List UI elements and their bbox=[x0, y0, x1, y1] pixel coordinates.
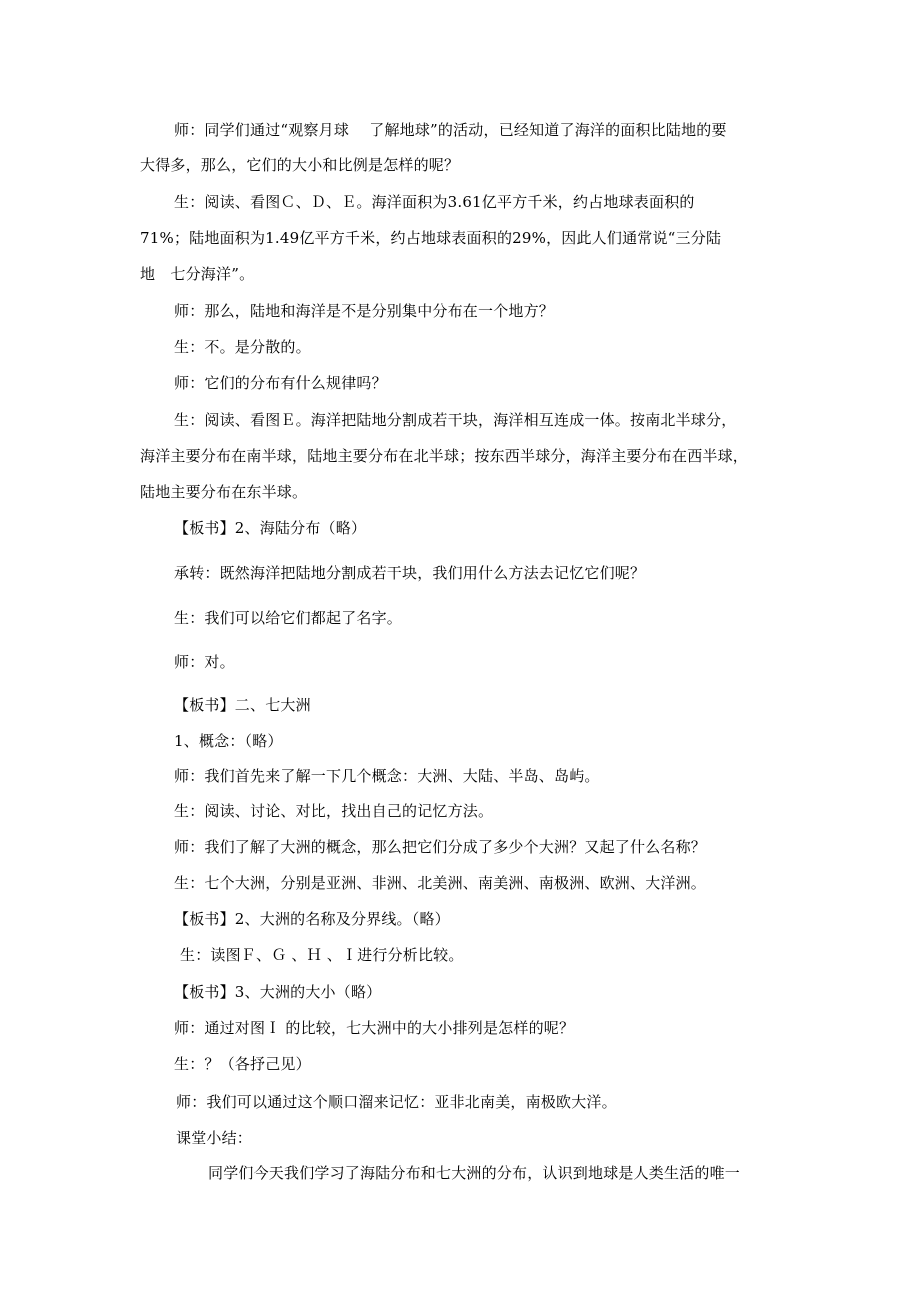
text-line: 生：？（各抒己见） bbox=[174, 1055, 311, 1073]
text-line: 【板书】2、大洲的名称及分界线。（略） bbox=[174, 910, 450, 928]
text-line: 课堂小结： bbox=[176, 1129, 253, 1147]
text-line: 生：不。是分散的。 bbox=[174, 338, 311, 356]
text-line: 生：我们可以给它们都起了名字。 bbox=[174, 609, 403, 627]
text-line: 地 七分海洋”。 bbox=[140, 265, 255, 283]
text-line: 生：读图Ｆ、Ｇ 、Ｈ 、Ｉ进行分析比较。 bbox=[180, 946, 464, 964]
text-line: 师：那么，陆地和海洋是不是分别集中分布在一个地方？ bbox=[174, 302, 555, 320]
text-line: 师：我们了解了大洲的概念，那么把它们分成了多少个大洲？又起了什么名称？ bbox=[174, 838, 707, 856]
text-line: 【板书】2、海陆分布（略） bbox=[174, 519, 367, 537]
text-line: 生：阅读、看图Ｅ。海洋把陆地分割成若干块，海洋相互连成一体。按南北半球分， bbox=[174, 411, 737, 429]
text-line: 生：阅读、讨论、对比，找出自己的记忆方法。 bbox=[174, 802, 494, 820]
text-line: 海洋主要分布在南半球，陆地主要分布在北半球；按东西半球分，海洋主要分布在西半球， bbox=[140, 447, 749, 465]
text-line: 大得多，那么，它们的大小和比例是怎样的呢？ bbox=[140, 156, 460, 174]
text-line: 师：我们首先来了解一下几个概念：大洲、大陆、半岛、岛屿。 bbox=[174, 767, 600, 785]
text-line: 陆地主要分布在东半球。 bbox=[140, 483, 308, 501]
text-line: 生：七个大洲，分别是亚洲、非洲、北美洲、南美洲、南极洲、欧洲、大洋洲。 bbox=[174, 874, 707, 892]
text-line: 师：同学们通过“观察月球 了解地球”的活动，已经知道了海洋的面积比陆地的要 bbox=[174, 121, 727, 139]
text-line: 【板书】3、大洲的大小（略） bbox=[174, 983, 382, 1001]
text-line: 承转：既然海洋把陆地分割成若干块，我们用什么方法去记忆它们呢？ bbox=[174, 564, 646, 582]
text-line: 师：通过对图Ｉ 的比较，七大洲中的大小排列是怎样的呢？ bbox=[174, 1019, 575, 1037]
text-line: 师：我们可以通过这个顺口溜来记忆：亚非北南美，南极欧大洋。 bbox=[176, 1093, 617, 1111]
text-line: 师：它们的分布有什么规律吗？ bbox=[174, 374, 387, 392]
text-line: 71%；陆地面积为1.49亿平方千米，约占地球表面积的29%，因此人们通常说“三分陆 bbox=[140, 229, 722, 247]
text-line: 师：对。 bbox=[174, 653, 235, 671]
text-line: 生：阅读、看图Ｃ、Ｄ、Ｅ。海洋面积为3.61亿平方千米，约占地球表面积的 bbox=[174, 193, 695, 211]
text-line: 1、概念：（略） bbox=[174, 732, 283, 750]
text-line: 【板书】二、七大洲 bbox=[174, 696, 311, 714]
text-line: 同学们今天我们学习了海陆分布和七大洲的分布，认识到地球是人类生活的唯一 bbox=[208, 1164, 741, 1182]
